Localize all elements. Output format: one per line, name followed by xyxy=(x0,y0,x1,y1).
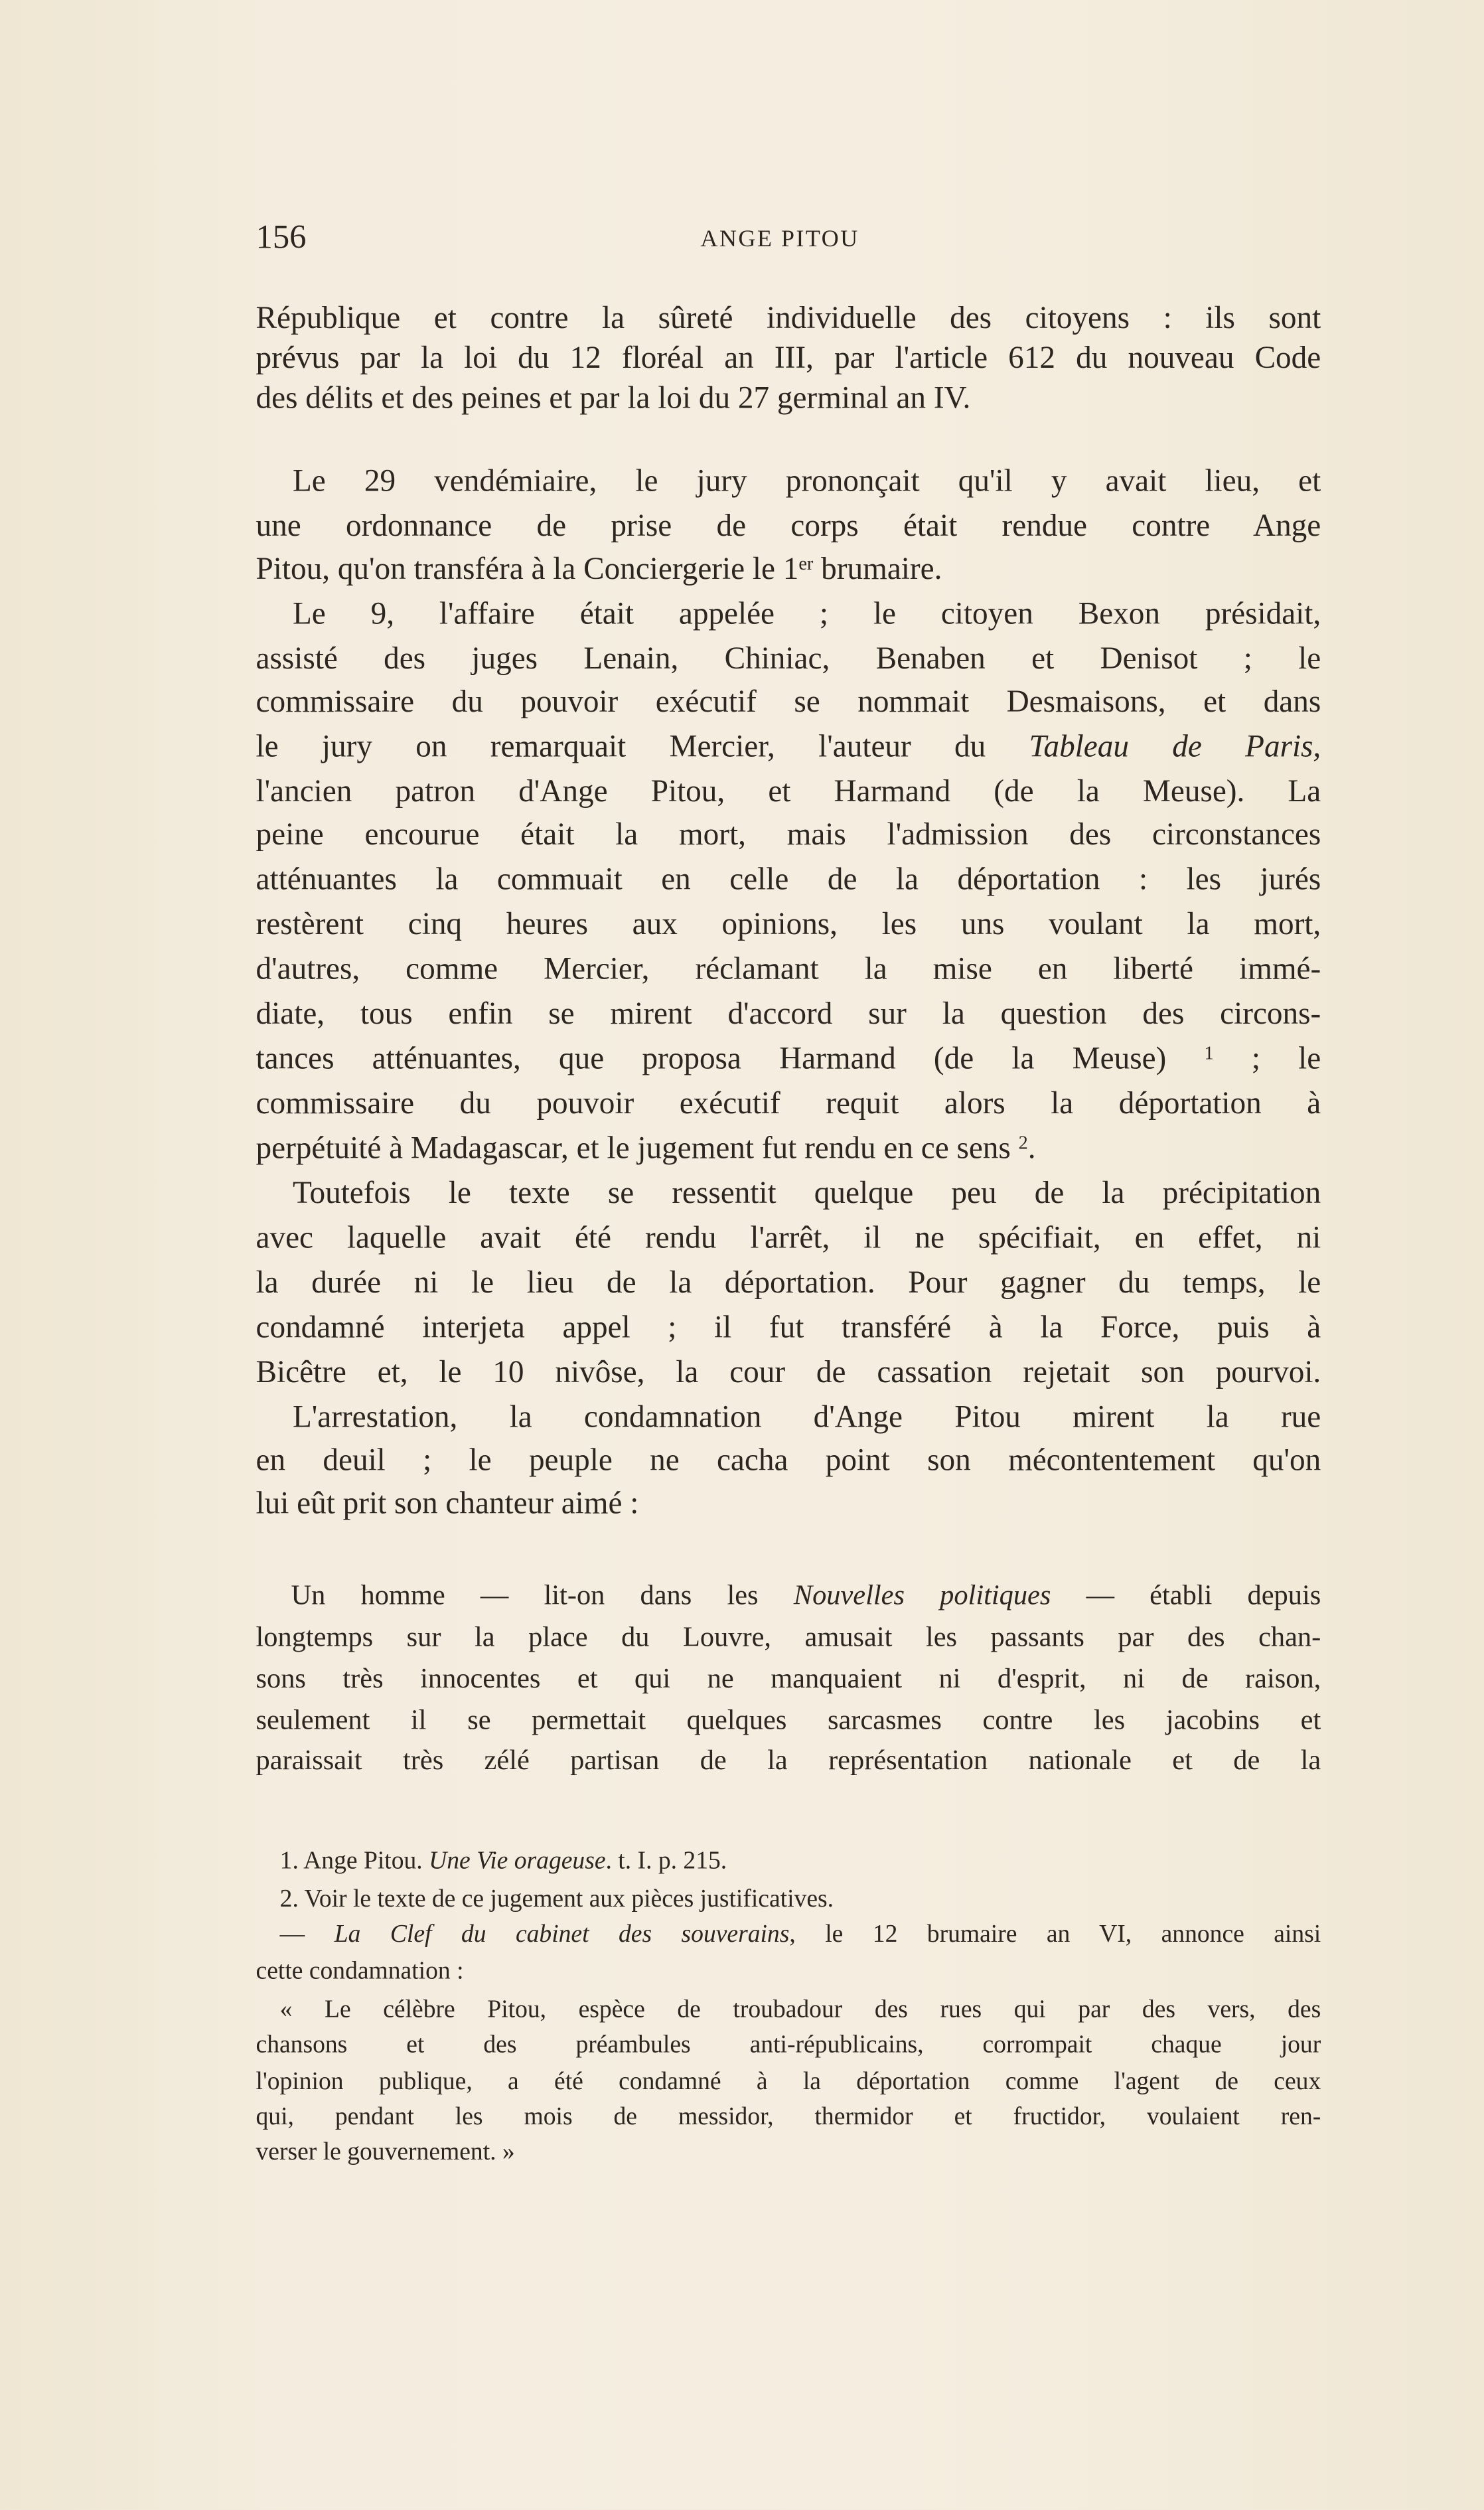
text-run: tances atténuantes, que proposa Harmand (de la Meuse) xyxy=(256,1042,1205,1077)
text-run: Pitou, qu'on transféra à la Conciergerie le 1 xyxy=(256,553,799,588)
text-run: diate, tous enfin se mirent d'accord sur la question des circons- xyxy=(256,998,1321,1032)
text-run: seulement il se permettait quelques sarcasmes contre les jacobins et xyxy=(256,1703,1321,1736)
footnote-line xyxy=(256,1952,1321,1994)
text-run: atténuantes la commuait en celle de la déportation : les jurés xyxy=(256,864,1321,898)
text-run: . t. I. p. 215. xyxy=(605,1847,727,1875)
superscript-note-ref: 2 xyxy=(1018,1133,1028,1154)
text-line xyxy=(293,595,1321,637)
text-run: — établi depuis xyxy=(1051,1579,1321,1611)
text-line xyxy=(256,1040,1321,1081)
text-run: condamné interjeta appel ; il fut transféré à la Force, puis à xyxy=(256,1311,1321,1346)
text-line xyxy=(256,860,1321,902)
text-run: 2. Voir le texte de ce jugement aux pièces justificatives. xyxy=(279,1885,834,1913)
text-run: assisté des juges Lenain, Chiniac, Benaben et Denisot ; le xyxy=(256,643,1321,677)
footnote-line xyxy=(256,2132,1321,2174)
text-line xyxy=(256,816,1321,858)
text-run: . xyxy=(1027,1132,1036,1166)
text-run: Un homme — lit-on dans les xyxy=(291,1579,794,1611)
quote-line xyxy=(256,1616,1321,1658)
text-line xyxy=(256,640,1321,682)
footnote-line xyxy=(280,1841,1321,1883)
text-line xyxy=(256,728,1321,769)
text-run: perpétuité à Madagascar, et le jugement fut rendu en ce sens xyxy=(256,1132,1019,1166)
text-run: qui, pendant les mois de messidor, thermidor et fructidor, voulaient ren- xyxy=(256,2103,1321,2131)
text-line xyxy=(256,1308,1321,1350)
text-run: commissaire du pouvoir exécutif se nommait Desmaisons, et dans xyxy=(256,686,1321,720)
italic-title: Tableau de Paris, xyxy=(1029,731,1321,765)
text-run: sons très innocentes et qui ne manquaient ni d'esprit, ni de raison, xyxy=(256,1662,1321,1694)
quote-line xyxy=(256,1699,1321,1741)
text-line xyxy=(256,995,1321,1037)
text-run: 1. Ange Pitou. xyxy=(279,1847,429,1875)
text-run: Le 9, l'affaire était appelée ; le citoyen Bexon présidait, xyxy=(292,598,1321,632)
text-line xyxy=(256,299,1321,341)
text-line xyxy=(256,1441,1321,1483)
text-run: Toutefois le texte se ressentit quelque peu de la précipitation xyxy=(292,1177,1321,1211)
text-run: en deuil ; le peuple ne cacha point son mécontentement qu'on xyxy=(256,1444,1321,1478)
quote-line xyxy=(256,1739,1321,1780)
text-line xyxy=(256,550,1321,592)
text-line xyxy=(256,905,1321,947)
text-run: prévus par la loi du 12 floréal an III, par l'article 612 du nouveau Code xyxy=(256,342,1321,376)
text-run: avec laquelle avait été rendu l'arrêt, il ne spécifiait, en effet, ni xyxy=(256,1221,1321,1256)
text-line xyxy=(256,1264,1321,1306)
text-run: ; le xyxy=(1213,1042,1321,1077)
text-run: Le 29 vendémiaire, le jury prononçait qu'il y avait lieu, et xyxy=(292,465,1321,499)
text-line xyxy=(256,379,1321,421)
text-run: cette condamnation : xyxy=(256,1958,464,1986)
text-line xyxy=(256,773,1321,815)
text-line xyxy=(293,1174,1321,1216)
text-run: peine encourue était la mort, mais l'admission des circonstances xyxy=(256,819,1321,853)
text-line xyxy=(256,1219,1321,1261)
quote-line xyxy=(291,1574,1321,1616)
text-line xyxy=(256,1085,1321,1127)
text-run: République et contre la sûreté individuelle des citoyens : ils sont xyxy=(256,302,1321,336)
text-line xyxy=(256,683,1321,725)
text-run: l'ancien patron d'Ange Pitou, et Harmand (de la Meuse). La xyxy=(256,775,1321,810)
text-line xyxy=(293,1398,1321,1440)
text-line xyxy=(256,950,1321,992)
text-run: chansons et des préambules anti-républicains, corrompait chaque jour xyxy=(256,2031,1321,2059)
text-run: verser le gouvernement. » xyxy=(256,2138,515,2166)
italic-title: Nouvelles politiques xyxy=(793,1579,1051,1611)
text-run: L'arrestation, la condamnation d'Ange Pitou mirent la rue xyxy=(292,1401,1321,1435)
text-run: restèrent cinq heures aux opinions, les uns voulant la mort, xyxy=(256,908,1321,943)
text-run: brumaire. xyxy=(813,553,942,588)
text-run: Bicêtre et, le 10 nivôse, la cour de cassation rejetait son pourvoi. xyxy=(256,1356,1321,1390)
italic-title: Une Vie orageuse xyxy=(429,1847,606,1875)
text-run: des délits et des peines et par la loi du 27 germinal an IV. xyxy=(256,382,971,416)
text-run: longtemps sur la place du Louvre, amusait les passants par des chan- xyxy=(256,1620,1321,1653)
text-run: paraissait très zélé partisan de la représentation nationale et de la xyxy=(256,1743,1321,1776)
text-run: — xyxy=(279,1921,334,1948)
text-line xyxy=(256,1353,1321,1395)
text-run: d'autres, comme Mercier, réclamant la mise en liberté immé- xyxy=(256,953,1321,987)
text-run: une ordonnance de prise de corps était rendue contre Ange xyxy=(256,510,1321,544)
running-title: ANGE PITOU xyxy=(700,227,859,253)
text-run: « Le célèbre Pitou, espèce de troubadour des rues qui par des vers, des xyxy=(279,1996,1321,2024)
footnote-line xyxy=(280,1915,1321,1956)
text-line xyxy=(256,1129,1321,1171)
quote-line xyxy=(256,1657,1321,1699)
text-run: commissaire du pouvoir exécutif requit alors la déportation à xyxy=(256,1087,1321,1122)
footnote-line xyxy=(256,2025,1321,2067)
superscript-note-ref: 1 xyxy=(1204,1043,1214,1064)
text-line xyxy=(293,462,1321,504)
text-line xyxy=(256,339,1321,381)
text-run: lui eût prit son chanteur aimé : xyxy=(256,1487,639,1522)
text-line xyxy=(256,507,1321,549)
superscript-note-ref: er xyxy=(798,553,814,575)
italic-title: La Clef du cabinet des souverains xyxy=(334,1921,790,1948)
text-run: , le 12 brumaire an VI, annonce ainsi xyxy=(789,1921,1321,1948)
text-run: l'opinion publique, a été condamné à la déportation comme l'agent de ceux xyxy=(256,2068,1321,2096)
text-line xyxy=(256,1484,1321,1526)
text-run: la durée ni le lieu de la déportation. Pour gagner du temps, le xyxy=(256,1267,1321,1300)
text-run: le jury on remarquait Mercier, l'auteur du xyxy=(256,731,1029,765)
page-number: 156 xyxy=(256,217,307,256)
